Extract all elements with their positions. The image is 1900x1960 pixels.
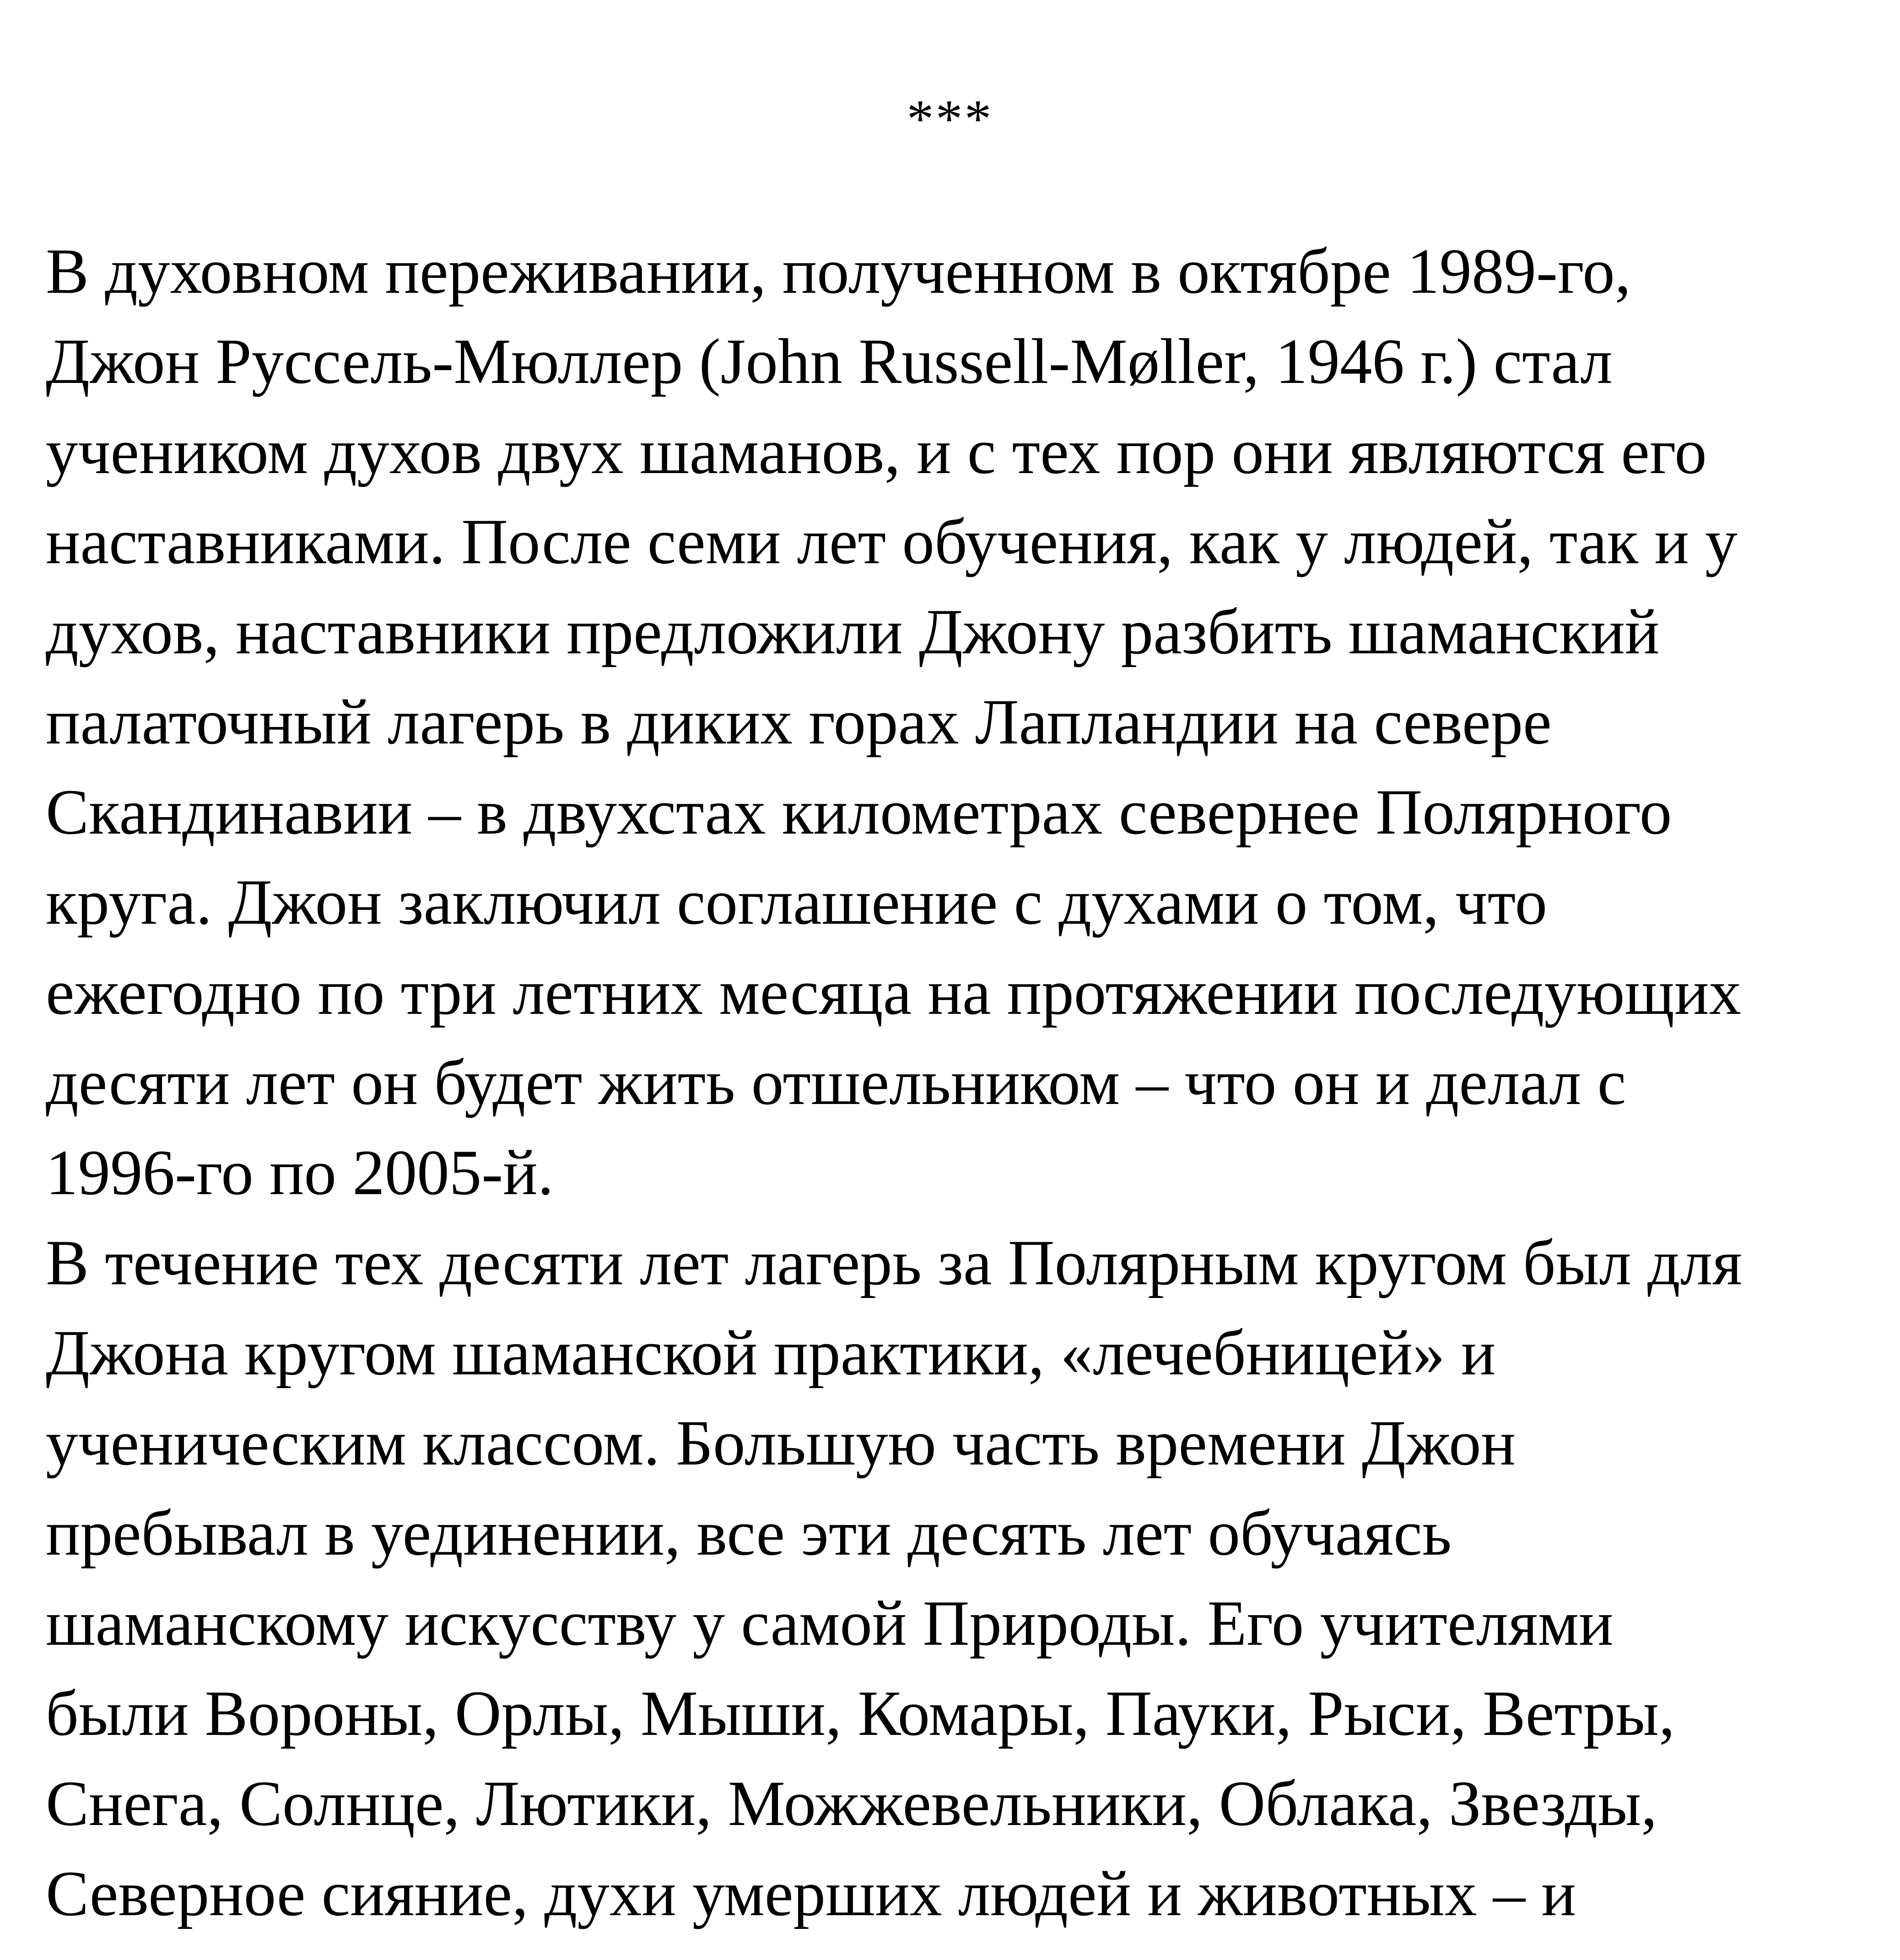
text-line: палаточный лагерь в диких горах Лапландии на севере	[46, 686, 1552, 758]
text-line: 1996-го по 2005-й.	[46, 1137, 554, 1208]
text-line: были Вороны, Орлы, Мыши, Комары, Пауки, Рыси, Ветры,	[46, 1678, 1675, 1749]
text-line: пребывал в уединении, все эти десять лет обучаясь	[46, 1497, 1452, 1569]
text-line: наставниками. После семи лет обучения, как у людей, так и у	[46, 506, 1738, 577]
text-line: шаманскому искусству у самой Природы. Его учителями	[46, 1588, 1614, 1659]
text-line: Джон Руссель-Мюллер (John Russell-Møller, 1946 г.) стал	[46, 326, 1613, 397]
text-line: десяти лет он будет жить отшельником – что он и делал с	[46, 1047, 1626, 1118]
text-line: Снега, Солнце, Лютики, Можжевельники, Облака, Звезды,	[46, 1768, 1657, 1839]
text-line: Северное сияние, духи умерших людей и животных – и	[46, 1858, 1576, 1929]
text-line: Джона кругом шаманской практики, «лечебницей» и	[46, 1317, 1496, 1389]
text-line: духов, наставники предложили Джону разбить шаманский	[46, 596, 1660, 668]
text-line: Скандинавии – в двухстах километрах севернее Полярного	[46, 776, 1672, 848]
text-line: ежегодно по три летних месяца на протяжении последующих	[46, 957, 1741, 1028]
text-line: учеником духов двух шаманов, и с тех пор они являются его	[46, 416, 1707, 487]
text-line: круга. Джон заключил соглашение с духами о том, что	[46, 867, 1548, 938]
section-separator: ***	[907, 89, 993, 149]
text-line: В течение тех десяти лет лагерь за Полярным кругом был для	[46, 1227, 1742, 1298]
text-line: В духовном переживании, полученном в октябре 1989-го,	[46, 236, 1631, 307]
body-text	[46, 226, 1885, 1939]
text-line: ученическим классом. Большую часть времени Джон	[46, 1407, 1516, 1479]
